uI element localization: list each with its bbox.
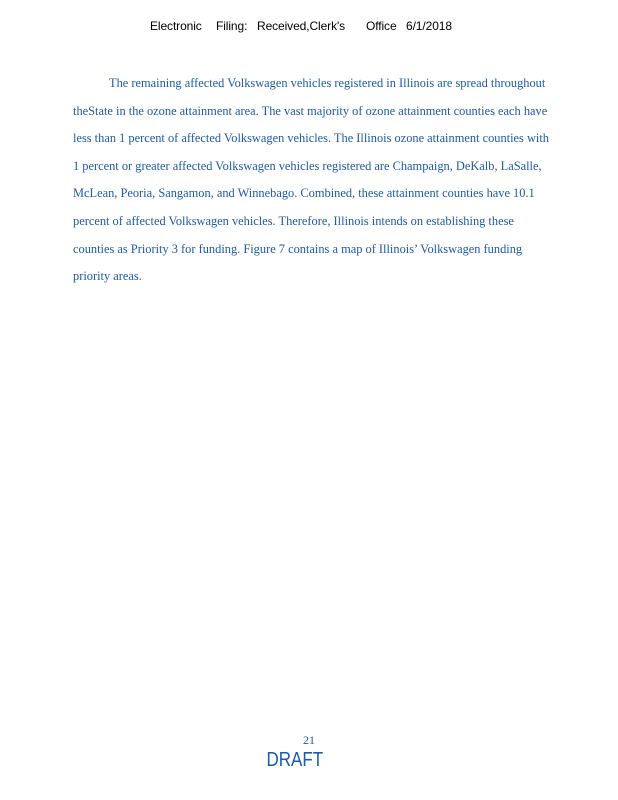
body-line: less than 1 percent of affected Volkswagen vehicles. The Illinois ozone attainment counties with xyxy=(73,131,549,146)
body-line: theState in the ozone attainment area. The vast majority of ozone attainment counties each have xyxy=(73,103,548,118)
body-line: counties as Priority 3 for funding. Figure 7 contains a map of Illinois’ Volkswagen funding xyxy=(73,241,523,256)
filing-stamp-header xyxy=(150,19,452,33)
draft-label: DRAFT xyxy=(266,749,324,771)
header-electronic: Electronic xyxy=(150,19,202,33)
body-line: McLean, Peoria, Sangamon, and Winnebago. Combined, these attainment counties have 10.1 xyxy=(73,186,535,201)
header-filing: Filing: xyxy=(216,19,248,33)
header-received: Received,Clerk's xyxy=(257,19,346,33)
body-line: percent of affected Volkswagen vehicles. Therefore, Illinois intends on establishing these xyxy=(73,213,514,228)
header-office: Office xyxy=(366,19,397,33)
body-paragraph xyxy=(73,70,601,291)
body-line: The remaining affected Volkswagen vehicles registered in Illinois are spread throughout xyxy=(109,76,546,90)
body-line: priority areas. xyxy=(73,269,142,284)
body-line: 1 percent or greater affected Volkswagen vehicles registered are Champaign, DeKalb, LaSalle, xyxy=(73,158,542,173)
page-number: 21 xyxy=(303,733,315,747)
header-date: 6/1/2018 xyxy=(406,19,452,33)
